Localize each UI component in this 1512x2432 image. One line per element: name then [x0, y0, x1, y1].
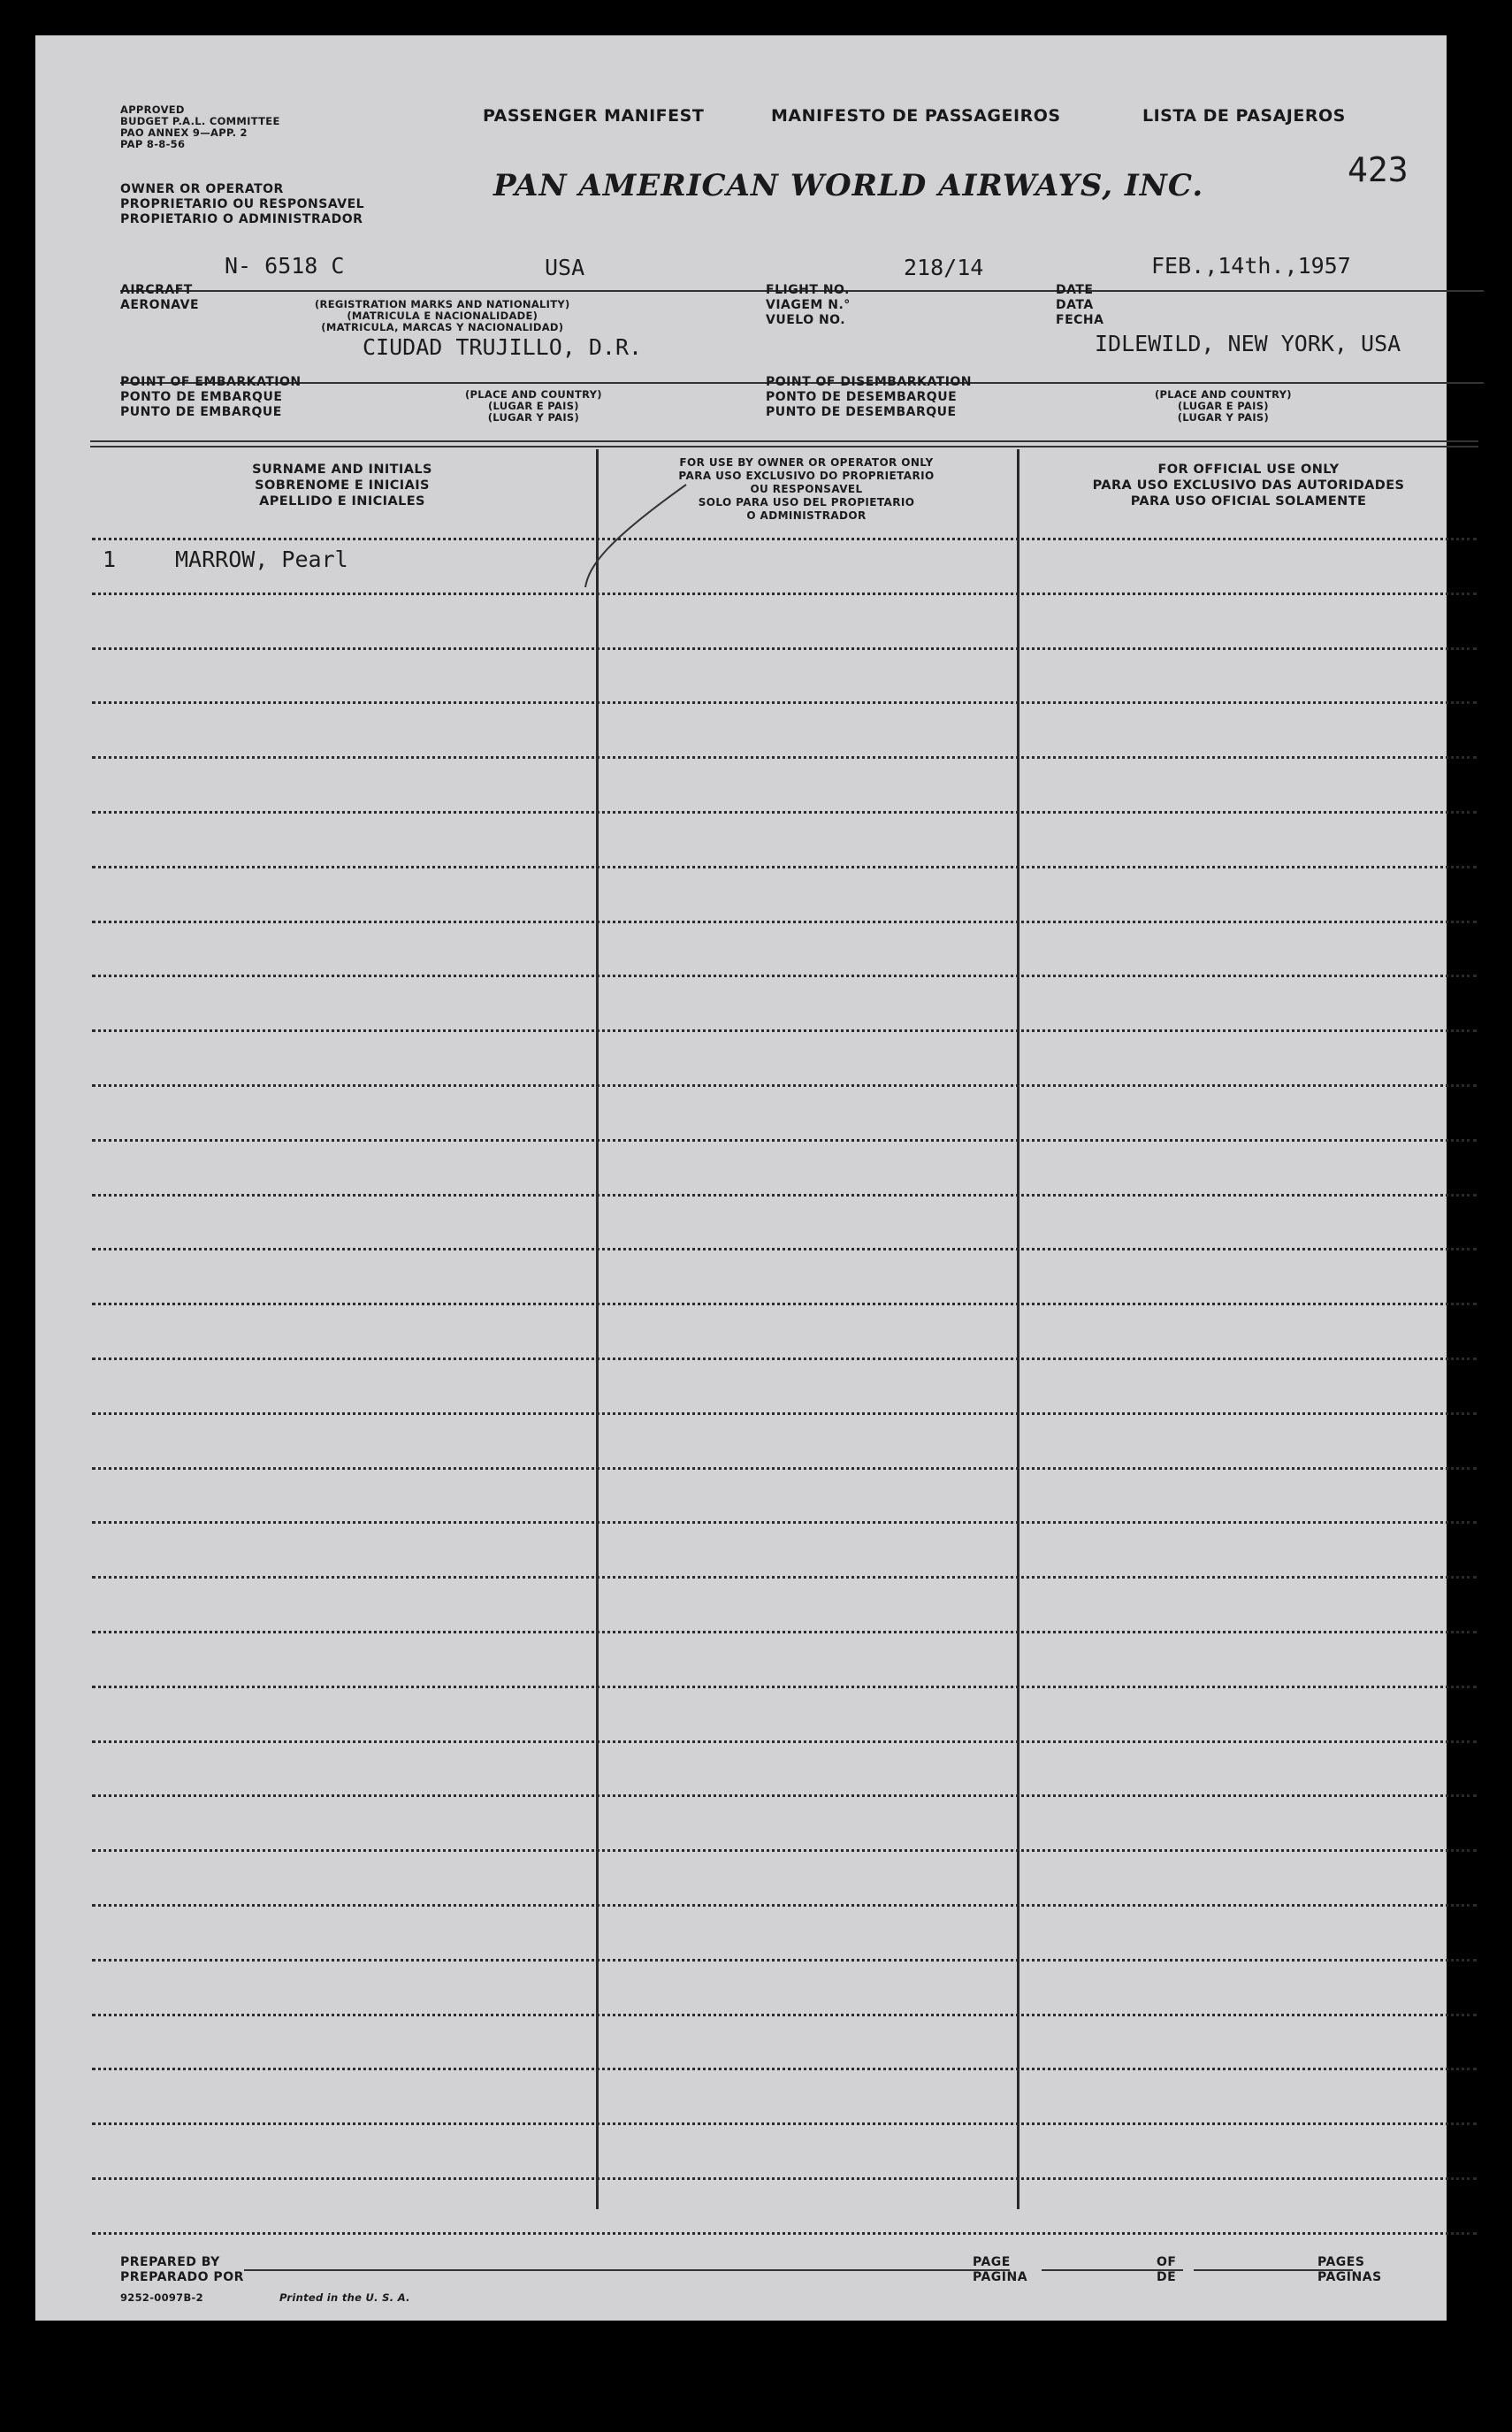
row-line — [92, 2177, 1477, 2180]
prepared-label: PREPARED BY — [120, 2255, 220, 2269]
row-line — [92, 2068, 1477, 2070]
column-header-official — [1019, 462, 1478, 509]
aircraft-sublabels — [315, 299, 570, 333]
column-header-line: PARA USO EXCLUSIVO DO PROPRIETARIO — [678, 470, 935, 482]
disembarkation-sublabel: (PLACE AND COUNTRY) — [1155, 388, 1292, 401]
embarkation-point: CIUDAD TRUJILLO, D.R. — [363, 334, 643, 360]
of-label: OF — [1157, 2255, 1177, 2269]
form-number: 9252-0097B-2 — [120, 2291, 203, 2304]
embarkation-sublabel: (LUGAR Y PAIS) — [487, 411, 580, 424]
title-manifesto: MANIFESTO DE PASSAGEIROS — [771, 106, 1061, 126]
approval-block — [120, 104, 280, 150]
row-line — [92, 921, 1477, 923]
page-label: PAGINA — [973, 2270, 1028, 2284]
approval-line: PAO ANNEX 9—APP. 2 — [120, 126, 248, 139]
column-divider — [596, 449, 599, 2209]
row-line — [92, 2122, 1477, 2125]
pages-labels — [1317, 2255, 1382, 2285]
aircraft-sublabel: (MATRICULA E NACIONALIDADE) — [347, 310, 538, 322]
prepared-label: PREPARADO POR — [120, 2270, 244, 2284]
pages-label: PAGINAS — [1317, 2270, 1382, 2284]
column-header-line: PARA USO EXCLUSIVO DAS AUTORIDADES — [1092, 478, 1405, 493]
page-labels — [973, 2255, 1027, 2285]
row-line — [92, 1303, 1477, 1305]
disembarkation-sublabel: (LUGAR E PAIS) — [1177, 400, 1269, 412]
row-line — [92, 1029, 1477, 1032]
owner-operator-labels — [120, 182, 364, 227]
prepared-by-line — [244, 2269, 1010, 2271]
owner-label: OWNER OR OPERATOR — [120, 182, 284, 196]
embarkation-sublabel: (LUGAR E PAIS) — [487, 400, 579, 412]
column-header-line: SOBRENOME E INICIAIS — [255, 478, 430, 493]
manifest-sheet — [35, 35, 1447, 2321]
column-header-line: OU RESPONSAVEL — [750, 483, 863, 495]
operator-name: PAN AMERICAN WORLD AIRWAYS, INC. — [493, 168, 1204, 203]
row-line — [92, 1467, 1477, 1470]
date-labels — [1056, 283, 1103, 328]
aircraft-nationality: USA — [545, 255, 585, 280]
row-line — [92, 2232, 1477, 2235]
disembarkation-point: IDLEWILD, NEW YORK, USA — [1095, 331, 1401, 356]
aircraft-sublabel: (REGISTRATION MARKS AND NATIONALITY) — [315, 298, 570, 310]
printed-in: Printed in the U. S. A. — [279, 2291, 410, 2304]
flight-label: FLIGHT NO. — [766, 283, 850, 297]
pen-stroke-mark — [580, 478, 704, 593]
embarkation-label: PUNTO DE EMBARQUE — [120, 405, 282, 419]
pages-label: PAGES — [1317, 2255, 1365, 2269]
flight-labels — [766, 283, 851, 328]
row-line — [92, 1357, 1477, 1360]
disembarkation-label: POINT OF DISEMBARKATION — [766, 375, 973, 389]
row-line — [92, 593, 1477, 595]
column-header-line: PARA USO OFICIAL SOLAMENTE — [1130, 494, 1367, 509]
row-line — [92, 756, 1477, 759]
table-top-border-inner — [90, 446, 1478, 447]
embarkation-sublabels — [465, 389, 602, 424]
owner-label: PROPIETARIO O ADMINISTRADOR — [120, 212, 363, 226]
approval-line: PAP 8-8-56 — [120, 138, 186, 150]
row-line — [92, 1686, 1477, 1688]
date-label: DATE — [1056, 283, 1094, 297]
flight-label: VUELO NO. — [766, 313, 846, 327]
column-divider — [1017, 449, 1019, 2209]
aircraft-label: AIRCRAFT — [120, 283, 193, 297]
row-line — [92, 701, 1477, 704]
row-line — [92, 1521, 1477, 1524]
approval-line: APPROVED — [120, 103, 185, 116]
embarkation-sublabel: (PLACE AND COUNTRY) — [465, 388, 602, 401]
row-line — [92, 1849, 1477, 1852]
approval-line: BUDGET P.A.L. COMMITTEE — [120, 115, 280, 127]
disembarkation-label: PUNTO DE DESEMBARQUE — [766, 405, 957, 419]
row-line — [92, 1631, 1477, 1633]
row-line — [92, 1740, 1477, 1743]
title-lista: LISTA DE PASAJEROS — [1142, 106, 1346, 126]
column-header-line: FOR OFFICIAL USE ONLY — [1157, 463, 1340, 477]
aircraft-registration: N- 6518 C — [225, 253, 345, 279]
column-header-line: APELLIDO E INICIALES — [259, 494, 425, 509]
flight-date: FEB.,14th.,1957 — [1151, 253, 1351, 279]
column-header-surname — [90, 462, 594, 509]
disembarkation-sublabels — [1155, 389, 1292, 424]
row-line — [92, 975, 1477, 977]
aircraft-labels — [120, 283, 199, 313]
of-label: DE — [1157, 2270, 1177, 2284]
row-line — [92, 866, 1477, 868]
row-line — [92, 2014, 1477, 2016]
aircraft-label: AERONAVE — [120, 298, 200, 312]
column-header-line: O ADMINISTRADOR — [746, 509, 867, 522]
embarkation-labels — [120, 375, 302, 420]
row-line — [92, 1412, 1477, 1415]
embarkation-label: POINT OF EMBARKATION — [120, 375, 302, 389]
prepared-by-labels — [120, 2255, 244, 2285]
row-line — [92, 1084, 1477, 1087]
embarkation-label: PONTO DE EMBARQUE — [120, 390, 283, 404]
flight-label: VIAGEM N.° — [766, 298, 851, 312]
table-top-border — [90, 440, 1478, 442]
disembarkation-sublabel: (LUGAR Y PAIS) — [1177, 411, 1270, 424]
page-number-handwritten: 423 — [1348, 150, 1409, 189]
page-label: PAGE — [973, 2255, 1011, 2269]
column-header-line: FOR USE BY OWNER OR OPERATOR ONLY — [679, 456, 934, 469]
column-header-line: SOLO PARA USO DEL PROPIETARIO — [698, 496, 915, 509]
row-line — [92, 1794, 1477, 1797]
passenger-number: 1 — [103, 547, 117, 572]
row-line — [92, 1139, 1477, 1142]
row-line — [92, 1959, 1477, 1962]
date-label: FECHA — [1056, 313, 1104, 327]
row-line — [92, 647, 1477, 650]
owner-label: PROPRIETARIO OU RESPONSAVEL — [120, 197, 365, 211]
of-labels — [1157, 2255, 1176, 2285]
date-label: DATA — [1056, 298, 1094, 312]
passenger-name: MARROW, Pearl — [175, 547, 348, 572]
title-passenger-manifest: PASSENGER MANIFEST — [483, 106, 705, 126]
row-line — [92, 1248, 1477, 1250]
row-line — [92, 1194, 1477, 1197]
row-line — [92, 1904, 1477, 1907]
column-header-line: SURNAME AND INITIALS — [252, 463, 432, 477]
row-line — [92, 538, 1477, 540]
flight-number: 218/14 — [904, 255, 984, 280]
disembarkation-labels — [766, 375, 972, 420]
disembarkation-label: PONTO DE DESEMBARQUE — [766, 390, 958, 404]
aircraft-sublabel: (MATRICULA, MARCAS Y NACIONALIDAD) — [321, 321, 564, 333]
row-line — [92, 1576, 1477, 1579]
row-line — [92, 811, 1477, 814]
